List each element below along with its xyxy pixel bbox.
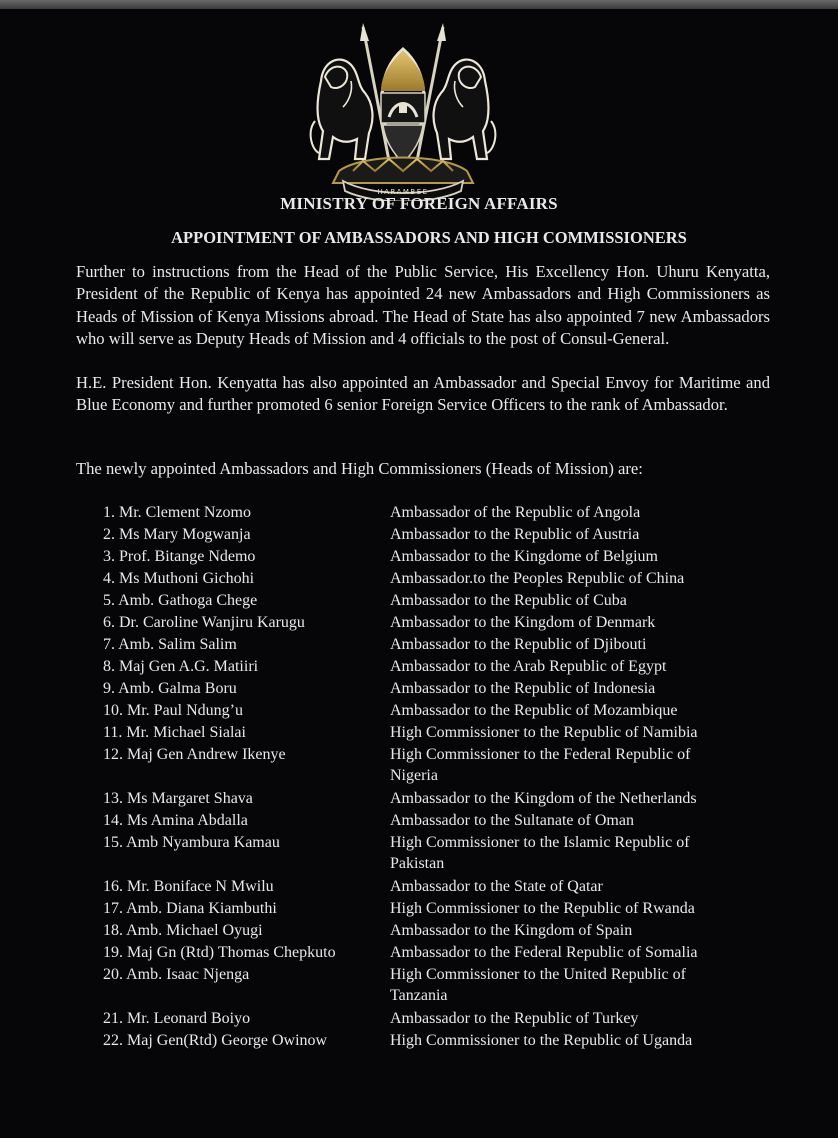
appointee-name: 12. Maj Gen Andrew Ikenye: [103, 746, 286, 763]
appointee-name: 18. Amb. Michael Oyugi: [103, 922, 263, 939]
appointment-post: High Commissioner to the Republic of Uganda: [390, 1032, 693, 1049]
document-page: [0, 9, 838, 1138]
appointment-post: Ambassador to the Republic of Indonesia: [390, 680, 656, 697]
appointee-name: 13. Ms Margaret Shava: [103, 790, 253, 807]
appointment-post: High Commissioner to the Federal Republic of Nigeria: [390, 746, 691, 784]
ministry-heading: MINISTRY OF FOREIGN AFFAIRS: [280, 194, 558, 213]
appointment-title: APPOINTMENT OF AMBASSADORS AND HIGH COMMISSIONERS: [171, 228, 687, 247]
appointee-name: 9. Amb. Galma Boru: [103, 680, 237, 697]
appointment-post: Ambassador.to the Peoples Republic of China: [390, 570, 685, 587]
appointment-post: Ambassador to the Arab Republic of Egypt: [390, 658, 667, 675]
appointment-post: Ambassador of the Republic of Angola: [390, 504, 641, 521]
appointee-name: 21. Mr. Leonard Boiyo: [103, 1010, 251, 1027]
appointment-post: Ambassador to the Republic of Turkey: [390, 1010, 639, 1027]
appointee-name: 4. Ms Muthoni Gichohi: [103, 570, 255, 587]
appointee-name: 17. Amb. Diana Kiambuthi: [103, 900, 277, 917]
appointment-post: Ambassador to the Republic of Djibouti: [390, 636, 647, 653]
appointee-name: 11. Mr. Michael Sialai: [103, 724, 246, 741]
appointment-post: High Commissioner to the United Republic of Tanzania: [390, 966, 686, 1004]
coat-of-arms-emblem: [303, 21, 503, 201]
appointee-name: 16. Mr. Boniface N Mwilu: [103, 878, 274, 895]
appointment-post: Ambassador to the Republic of Austria: [390, 526, 640, 543]
appointment-post: High Commissioner to the Republic of Namibia: [390, 724, 698, 741]
appointment-post: Ambassador to the State of Qatar: [390, 878, 603, 895]
intro-paragraph: Further to instructions from the Head of the Public Service, His Excellency Hon. Uhuru Kenyatta, President of the Republic of Kenya has appointed 24 new Ambassadors and High Commissioners as Heads of Mission of Kenya Missions abroad. The Head of State has also appointed 7 new Ambassadors who will serve as Deputy Heads of Mission and 4 officials to the post of Consul-General.: [76, 262, 770, 348]
appointment-post: Ambassador to the Republic of Mozambique: [390, 702, 678, 719]
appointee-name: 3. Prof. Bitange Ndemo: [103, 548, 256, 565]
appointee-name: 6. Dr. Caroline Wanjiru Karugu: [103, 614, 305, 631]
appointee-name: 8. Maj Gen A.G. Matiiri: [103, 658, 259, 675]
appointee-name: 7. Amb. Salim Salim: [103, 636, 237, 653]
appointee-name: 22. Maj Gen(Rtd) George Owinow: [103, 1032, 328, 1049]
appointee-name: 14. Ms Amina Abdalla: [103, 812, 248, 829]
appointment-post: Ambassador to the Republic of Cuba: [390, 592, 627, 609]
appointment-post: Ambassador to the Kingdom of the Netherlands: [390, 790, 697, 807]
list-intro: The newly appointed Ambassadors and High Commissioners (Heads of Mission) are:: [76, 459, 643, 478]
appointment-post: High Commissioner to the Islamic Republic of Pakistan: [390, 834, 690, 872]
appointment-post: High Commissioner to the Republic of Rwanda: [390, 900, 695, 917]
appointment-post: Ambassador to the Kingdom of Denmark: [390, 614, 656, 631]
appointment-post: Ambassador to the Sultanate of Oman: [390, 812, 634, 829]
appointment-post: Ambassador to the Federal Republic of Somalia: [390, 944, 698, 961]
envoy-paragraph: H.E. President Hon. Kenyatta has also appointed an Ambassador and Special Envoy for Maritime and Blue Economy and further promoted 6 senior Foreign Service Officers to the rank of Ambassador.: [76, 373, 770, 415]
appointee-name: 15. Amb Nyambura Kamau: [103, 834, 280, 851]
appointee-name: 1. Mr. Clement Nzomo: [103, 504, 251, 521]
appointee-name: 20. Amb. Isaac Njenga: [103, 966, 250, 983]
appointee-name: 10. Mr. Paul Ndung’u: [103, 702, 243, 719]
appointment-post: Ambassador to the Kingdom of Spain: [390, 922, 633, 939]
appointee-name: 5. Amb. Gathoga Chege: [103, 592, 258, 609]
appointment-post: Ambassador to the Kingdome of Belgium: [390, 548, 658, 565]
appointee-name: 19. Maj Gn (Rtd) Thomas Chepkuto: [103, 944, 336, 961]
top-edge-strip: [0, 0, 838, 9]
appointee-name: 2. Ms Mary Mogwanja: [103, 526, 251, 543]
crest-motto: HARAMBEE: [377, 188, 429, 196]
